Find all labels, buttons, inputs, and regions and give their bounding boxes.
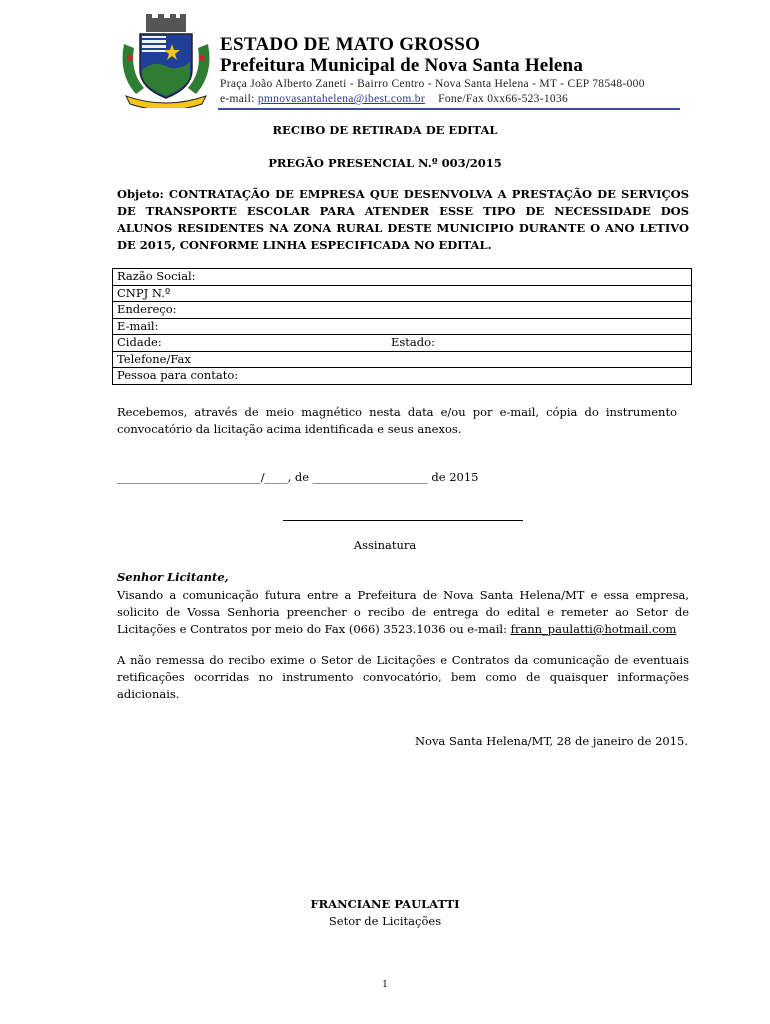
company-info-form (112, 268, 692, 385)
contato-field[interactable]: Pessoa para contato: (113, 368, 692, 385)
table-row (113, 335, 692, 352)
razao-social-field[interactable]: Razão Social: (113, 269, 692, 286)
header-email-link[interactable]: pmnovasantahelena@ibest.com.br (257, 93, 425, 105)
date-fill-line: _________________________/____, de ____________________ de 2015 (117, 470, 479, 484)
visando-text: Visando a comunicação futura entre a Prefeitura de Nova Santa Helena/MT e essa empresa, solicito de Vossa Senhoria preencher o recibo de entrega do edital e remeter ao Setor de Licitações e Contratos por meio do Fax (066) 3523.1036 ou e-mail: (117, 588, 689, 636)
document-title: RECIBO DE RETIRADA DE EDITAL (272, 123, 498, 137)
email-field[interactable]: E-mail: (113, 318, 692, 335)
header-prefeitura: Prefeitura Municipal de Nova Santa Helena (220, 55, 584, 76)
table-row (113, 318, 692, 335)
endereco-field[interactable]: Endereço: (113, 302, 692, 319)
table-row (113, 269, 692, 286)
header-state: ESTADO DE MATO GROSSO (220, 34, 481, 55)
document-subtitle: PREGÃO PRESENCIAL N.º 003/2015 (268, 156, 502, 170)
table-row (113, 351, 692, 368)
table-row (113, 302, 692, 319)
signatory-role: Setor de Licitações (328, 914, 442, 928)
visando-paragraph (117, 587, 689, 638)
signature-line (283, 520, 523, 521)
signatory-name: FRANCIANE PAULATTI (310, 897, 460, 911)
table-row (113, 368, 692, 385)
telefone-field[interactable]: Telefone/Fax (113, 351, 692, 368)
header-phone: Fone/Fax 0xx66-523-1036 (438, 93, 569, 105)
place-date: Nova Santa Helena/MT, 28 de janeiro de 2015. (414, 734, 688, 748)
salutation: Senhor Licitante, (117, 570, 229, 584)
recebemos-paragraph: Recebemos, através de meio magnético nesta data e/ou por e-mail, cópia do instrumento convocatório da licitação acima identificada e seus anexos. (117, 405, 677, 436)
cidade-label: Cidade: (117, 335, 162, 350)
header-contact (220, 93, 568, 105)
cidade-estado-field[interactable] (113, 335, 692, 352)
header-address: Praça João Alberto Zaneti - Bairro Centro - Nova Santa Helena - MT - CEP 78548-000 (220, 78, 645, 90)
cnpj-field[interactable]: CNPJ N.º (113, 285, 692, 302)
header-rule (218, 108, 680, 110)
nao-remessa-paragraph: A não remessa do recibo exime o Setor de Licitações e Contratos da comunicação de eventuais retificações ocorridas no instrumento convocatório, bem como de quaisquer informações adicionais. (117, 653, 689, 701)
contact-email-link[interactable]: frann_paulatti@hotmail.com (510, 622, 677, 636)
objeto-paragraph: Objeto: CONTRATAÇÃO DE EMPRESA QUE DESENVOLVA A PRESTAÇÃO DE SERVIÇOS DE TRANSPORTE ESCOLAR PARA ATENDER ESSE TIPO DE NECESSIDADE DOS ALUNOS RESIDENTES NA ZONA RURAL DESTE MUNICIPIO DURANTE O ANO LETIVO DE 2015, CONFORME LINHA ESPECIFICADA NO EDITAL. (117, 187, 689, 252)
email-label: e-mail: (220, 93, 255, 105)
municipal-crest-logo (116, 14, 216, 108)
table-row (113, 285, 692, 302)
estado-label: Estado: (391, 335, 435, 350)
signature-label: Assinatura (353, 538, 417, 552)
page-number: 1 (382, 980, 388, 990)
